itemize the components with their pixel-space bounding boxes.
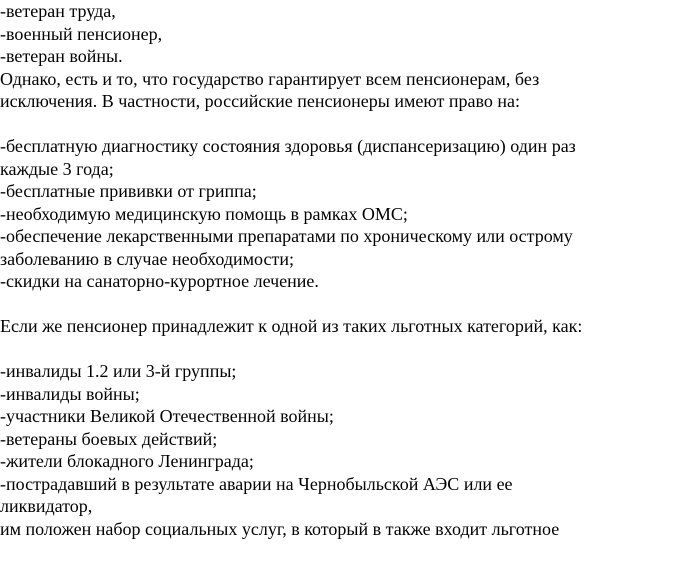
list-item-wwii-participants: -участники Великой Отечественной войны; <box>0 406 334 426</box>
list-item-medical-care: -необходимую медицинскую помощь в рамках ОМС; <box>0 203 408 224</box>
list-item-diagnostics-line-1: -бесплатную диагностику состояния здоровья (диспансеризацию) один раз <box>0 136 576 156</box>
blank-line <box>0 338 696 361</box>
list-item-war-disabled: -инвалиды войны; <box>0 383 140 404</box>
list-item-sanatorium-discount: -скидки на санаторно-курортное лечение. <box>0 271 319 291</box>
paragraph-benefit-categories: Если же пенсионер принадлежит к одной из таких льготных категорий, как: <box>0 316 583 336</box>
list-item-chernobyl-line-1: -пострадавший в результате аварии на Чернобыльской АЭС или ее <box>0 473 513 494</box>
list-item-labor-veteran: -ветеран труда, <box>0 1 116 21</box>
list-item-medication-line-1: -обеспечение лекарственными препаратами по хроническому или острому <box>0 226 573 246</box>
list-item-diagnostics-line-2: каждые 3 года; <box>0 158 114 179</box>
list-item-leningrad-siege: -жители блокадного Ленинграда; <box>0 451 254 471</box>
list-item-war-veteran: -ветеран войны. <box>0 46 123 66</box>
list-item-chernobyl-line-2: ликвидатор, <box>0 496 93 516</box>
paragraph-guarantees-line-1: Однако, есть и то, что государство гарантирует всем пенсионерам, без <box>0 68 540 89</box>
list-item-disabled-groups: -инвалиды 1.2 или 3-й группы; <box>0 361 237 381</box>
paragraph-social-services: им положен набор социальных услуг, в который в также входит льготное <box>0 518 560 539</box>
list-item-medication-line-2: заболеванию в случае необходимости; <box>0 248 294 269</box>
list-item-flu-vaccination: -бесплатные прививки от гриппа; <box>0 181 257 201</box>
blank-line <box>0 113 696 136</box>
list-item-military-pensioner: -военный пенсионер, <box>0 23 163 44</box>
paragraph-guarantees-line-2: исключения. В частности, российские пенсионеры имеют право на: <box>0 91 521 111</box>
blank-line <box>0 293 696 316</box>
list-item-combat-veterans: -ветераны боевых действий; <box>0 428 218 449</box>
